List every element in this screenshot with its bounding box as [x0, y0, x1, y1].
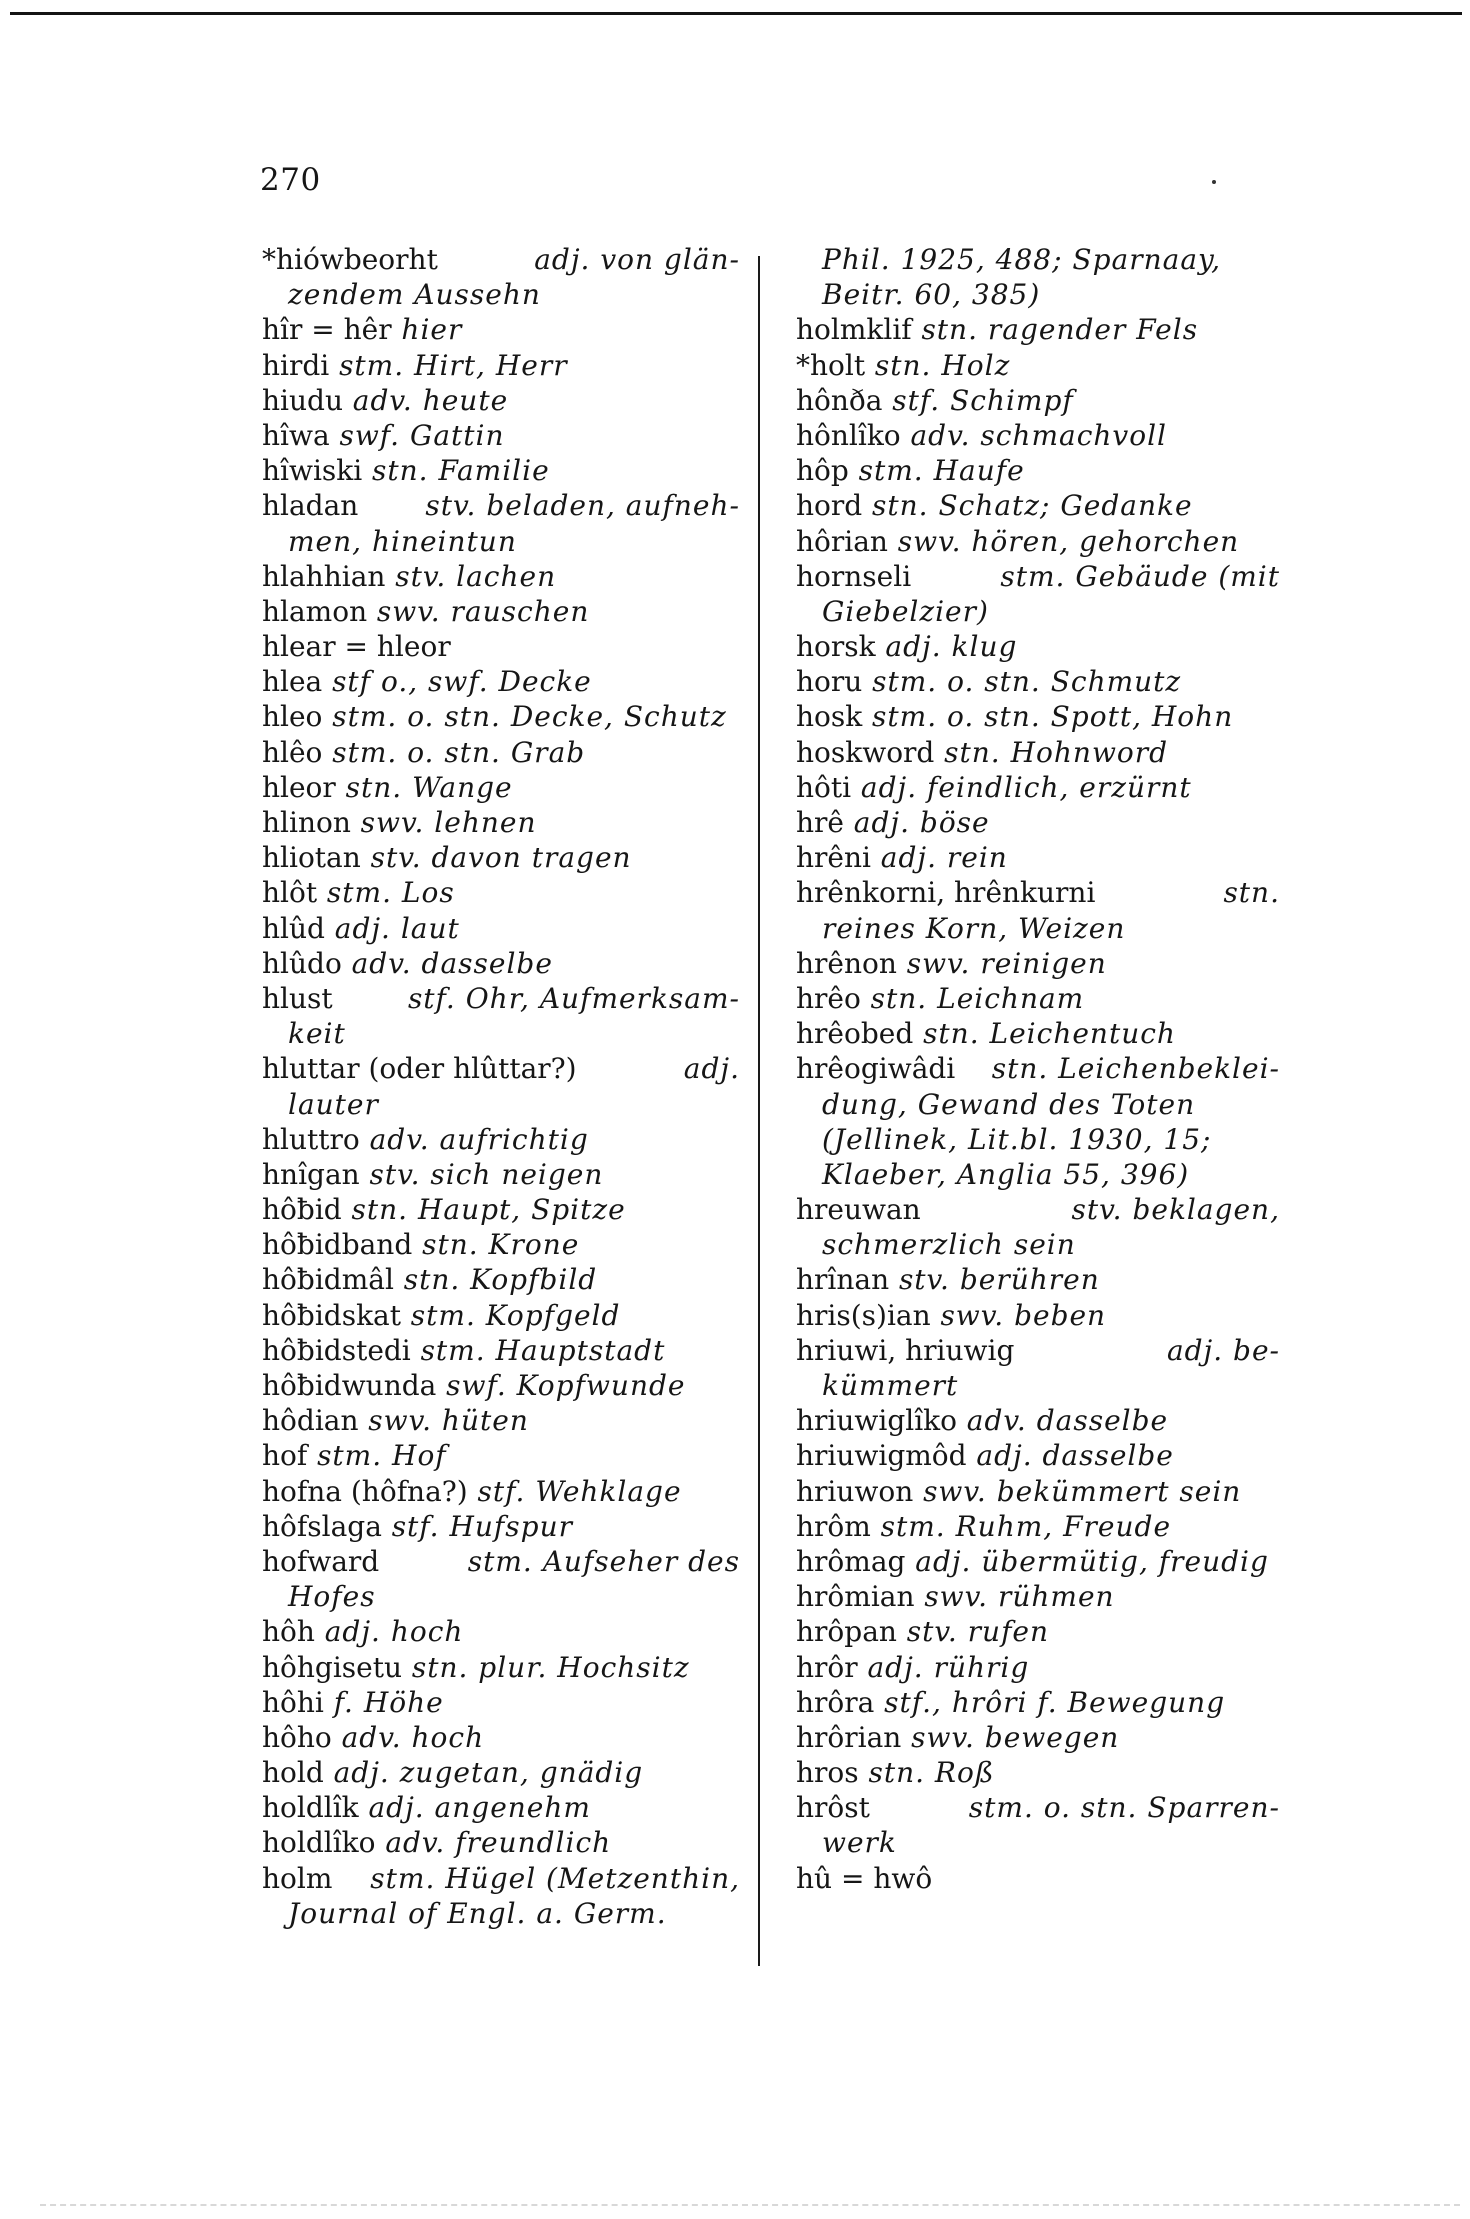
- dictionary-line: [262, 1896, 740, 1931]
- headword: *holt: [796, 348, 866, 382]
- gloss: kümmert: [822, 1369, 959, 1402]
- headword: hôp: [796, 454, 849, 488]
- gloss: stm. Gebäude (mit: [1000, 559, 1280, 593]
- gloss: lauter: [288, 1087, 379, 1121]
- dictionary-line: [262, 1051, 740, 1086]
- gloss: adj. hoch: [324, 1615, 464, 1649]
- headword: hôti: [796, 770, 852, 804]
- dictionary-line: [796, 770, 1280, 805]
- dictionary-line: [796, 312, 1280, 347]
- dictionary-line: [262, 1474, 740, 1509]
- dictionary-line: [796, 1087, 1280, 1122]
- gloss: swf. Kopfwunde: [446, 1369, 686, 1402]
- headword: hôhgisetu: [262, 1650, 403, 1684]
- page-number: 270: [260, 162, 321, 198]
- dictionary-line: [796, 1474, 1280, 1509]
- dictionary-line: [796, 277, 1280, 312]
- dictionary-line: [262, 735, 740, 770]
- gloss: stf., hrôri f. Bewegung: [884, 1685, 1226, 1719]
- gloss: stn. Holz: [874, 348, 1011, 382]
- headword: hriuwi, hriuwig: [796, 1333, 1015, 1367]
- headword: hîwa: [262, 418, 330, 452]
- gloss: stn.: [1223, 876, 1280, 910]
- dictionary-line: [796, 911, 1280, 946]
- dictionary-line: [262, 1438, 740, 1473]
- dictionary-line: [796, 348, 1280, 383]
- gloss: adj. von glän-: [534, 243, 740, 276]
- gloss: swv. beben: [940, 1298, 1107, 1332]
- dictionary-line: [262, 1368, 740, 1403]
- gloss: stm. Haufe: [858, 454, 1025, 488]
- gloss: adj. klug: [885, 630, 1018, 664]
- dictionary-line: [262, 946, 740, 981]
- gloss: adj. laut: [334, 911, 460, 945]
- dictionary-line: [262, 770, 740, 805]
- gloss: swv. rühmen: [924, 1580, 1115, 1614]
- dictionary-line: [796, 1544, 1280, 1579]
- headword: hleo: [262, 700, 323, 734]
- gloss: swv. hören, gehorchen: [897, 524, 1240, 558]
- headword: hrôpan: [796, 1615, 897, 1649]
- headword: hleor: [262, 770, 336, 804]
- gloss: adj. böse: [853, 806, 990, 839]
- gloss: stn. Wange: [345, 770, 513, 804]
- headword: holm: [262, 1861, 333, 1895]
- dictionary-line: [262, 418, 740, 453]
- gloss: stm. Los: [326, 876, 455, 910]
- dictionary-line: [796, 1861, 1280, 1896]
- dictionary-line: [796, 875, 1280, 910]
- headword: hrôm: [796, 1509, 871, 1543]
- gloss: swv. hüten: [368, 1404, 529, 1438]
- dictionary-line: [262, 1614, 740, 1649]
- gloss: stn. Leichenbeklei-: [991, 1052, 1280, 1086]
- dictionary-line: [262, 559, 740, 594]
- gloss: dung, Gewand des Toten: [822, 1087, 1196, 1121]
- dictionary-line: [796, 1685, 1280, 1720]
- gloss: stm. o. stn. Spott, Hohn: [872, 700, 1234, 734]
- gloss: stm. Hirt, Herr: [339, 348, 568, 382]
- gloss: men, hineintun: [288, 524, 517, 558]
- headword: hû = hwô: [796, 1861, 933, 1895]
- gloss: stn. Leichentuch: [923, 1017, 1176, 1051]
- gloss: stf o., swf. Decke: [332, 665, 592, 699]
- headword: hnîgan: [262, 1157, 360, 1191]
- headword: hrôst: [796, 1791, 870, 1825]
- gloss: adv. heute: [352, 383, 509, 417]
- headword: hôh: [262, 1615, 315, 1649]
- gloss: schmerzlich sein: [822, 1228, 1076, 1262]
- headword: hôƀid: [262, 1193, 342, 1227]
- dictionary-line: [262, 1685, 740, 1720]
- gloss: stv. beklagen,: [1071, 1193, 1280, 1227]
- dictionary-line: [796, 594, 1280, 629]
- gloss: stv. rufen: [906, 1615, 1050, 1649]
- gloss: adj. rührig: [867, 1650, 1030, 1684]
- gloss: stm. Ruhm, Freude: [880, 1509, 1172, 1543]
- gloss: stn. Familie: [372, 454, 550, 488]
- gloss: stf. Schimpf: [892, 383, 1074, 417]
- dictionary-line: [796, 1368, 1280, 1403]
- headword: hluttro: [262, 1122, 360, 1156]
- gloss: stv. beladen, aufneh-: [425, 489, 740, 523]
- headword: hriuwiglîko: [796, 1404, 957, 1438]
- page-top-edge: [10, 12, 1462, 15]
- dictionary-line: [796, 453, 1280, 488]
- gloss: adv. freundlich: [385, 1826, 612, 1860]
- headword: hlear = hleor: [262, 630, 451, 664]
- dictionary-line: [262, 1861, 740, 1896]
- headword: hôƀidwunda: [262, 1369, 437, 1402]
- headword: horu: [796, 665, 863, 699]
- gloss: reines Korn, Weizen: [822, 911, 1126, 945]
- dictionary-line: [262, 664, 740, 699]
- gloss: stm. Kopfgeld: [410, 1298, 621, 1332]
- dictionary-line: [262, 805, 740, 840]
- headword: hlûdo: [262, 946, 342, 980]
- dictionary-line: [262, 1087, 740, 1122]
- dictionary-line: [796, 418, 1280, 453]
- headword: hôhi: [262, 1685, 324, 1719]
- headword: hôho: [262, 1720, 332, 1754]
- gloss: stm. o. stn. Decke, Schutz: [332, 700, 727, 734]
- dictionary-line: [796, 1650, 1280, 1685]
- gloss: adj. angenehm: [368, 1791, 591, 1825]
- gloss: swv. bewegen: [911, 1720, 1120, 1754]
- dictionary-line: [262, 1333, 740, 1368]
- headword: *hiówbeorht: [262, 243, 438, 276]
- dictionary-line: [262, 699, 740, 734]
- gloss: adj. übermütig, freudig: [915, 1544, 1269, 1578]
- dictionary-line: [262, 348, 740, 383]
- headword: hlinon: [262, 806, 351, 839]
- headword: hold: [262, 1756, 324, 1790]
- gloss: stn. Kopfbild: [403, 1263, 598, 1297]
- dictionary-line: [796, 981, 1280, 1016]
- dictionary-line: [796, 946, 1280, 981]
- dictionary-line: [796, 383, 1280, 418]
- dictionary-line: [796, 1720, 1280, 1755]
- dictionary-line: [796, 488, 1280, 523]
- gloss: stf. Hufspur: [391, 1509, 573, 1543]
- dictionary-line: [262, 1650, 740, 1685]
- gloss: swv. reinigen: [906, 946, 1107, 980]
- headword: hôrian: [796, 524, 888, 558]
- headword: holdlîk: [262, 1791, 359, 1825]
- headword: hiudu: [262, 383, 343, 417]
- dictionary-line: [796, 840, 1280, 875]
- headword: hrînan: [796, 1263, 890, 1297]
- headword: hrêogiwâdi: [796, 1052, 956, 1086]
- headword: hoskword: [796, 735, 935, 769]
- gloss: adj. dasselbe: [976, 1439, 1174, 1473]
- dictionary-line: [796, 1298, 1280, 1333]
- headword: hros: [796, 1756, 859, 1790]
- dictionary-line: [796, 664, 1280, 699]
- headword: hrênkorni, hrênkurni: [796, 876, 1096, 910]
- gloss: stn. Haupt, Spitze: [351, 1193, 626, 1227]
- dictionary-line: [262, 875, 740, 910]
- dictionary-line: [262, 453, 740, 488]
- page-bottom-edge: [40, 2204, 1460, 2207]
- gloss: stf. Wehklage: [477, 1474, 682, 1508]
- dictionary-line: [796, 1509, 1280, 1544]
- gloss: stn. Schatz; Gedanke: [872, 489, 1193, 523]
- gloss: swv. bekümmert sein: [923, 1474, 1242, 1508]
- dictionary-line: [796, 1755, 1280, 1790]
- dictionary-line: [262, 524, 740, 559]
- headword: hofna (hôfna?): [262, 1474, 468, 1508]
- dictionary-line: [262, 1825, 740, 1860]
- headword: hrê: [796, 806, 844, 839]
- dictionary-line: [796, 1016, 1280, 1051]
- dictionary-line: [262, 1122, 740, 1157]
- dictionary-line: [262, 488, 740, 523]
- dictionary-line: [796, 735, 1280, 770]
- headword: hôƀidmâl: [262, 1263, 394, 1297]
- dictionary-line: [796, 1403, 1280, 1438]
- headword: hliotan: [262, 841, 361, 875]
- dictionary-line: [262, 1403, 740, 1438]
- dictionary-line: [262, 1157, 740, 1192]
- dictionary-line: [262, 911, 740, 946]
- dictionary-line: [796, 629, 1280, 664]
- gloss: stm. Hof: [317, 1439, 447, 1473]
- dictionary-line: [796, 1438, 1280, 1473]
- gloss: stv. lachen: [395, 559, 557, 593]
- headword: hlahhian: [262, 559, 386, 593]
- dictionary-line: [262, 242, 740, 277]
- gloss: stf. Ohr, Aufmerksam-: [407, 981, 740, 1015]
- gloss: stv. sich neigen: [369, 1157, 604, 1191]
- dictionary-line: [796, 524, 1280, 559]
- gloss: stn. Leichnam: [870, 981, 1085, 1015]
- dictionary-line: [262, 383, 740, 418]
- headword: hônða: [796, 383, 883, 417]
- headword: hôƀidstedi: [262, 1333, 411, 1367]
- gloss: swf. Gattin: [339, 418, 505, 452]
- gloss: (Jellinek, Lit.bl. 1930, 15;: [822, 1122, 1212, 1156]
- gloss: hier: [401, 313, 463, 347]
- right-column: [796, 242, 1280, 1896]
- dictionary-line: [796, 1825, 1280, 1860]
- headword: holdlîko: [262, 1826, 376, 1860]
- gloss: stv. berühren: [898, 1263, 1100, 1297]
- gloss: f. Höhe: [333, 1685, 444, 1719]
- headword: hlamon: [262, 594, 368, 628]
- gloss: adj. rein: [880, 841, 1008, 875]
- dictionary-line: [796, 699, 1280, 734]
- dictionary-line: [262, 312, 740, 347]
- dictionary-line: [262, 1298, 740, 1333]
- gloss: adv. dasselbe: [966, 1404, 1169, 1438]
- headword: hrôrian: [796, 1720, 902, 1754]
- dictionary-line: [262, 1544, 740, 1579]
- headword: hlûd: [262, 911, 325, 945]
- gloss: adv. schmachvoll: [910, 418, 1168, 452]
- dictionary-line: [262, 1790, 740, 1825]
- gloss: adj. feindlich, erzürnt: [860, 770, 1192, 804]
- gloss: Phil. 1925, 488; Sparnaay,: [822, 243, 1222, 276]
- gloss: stm. o. stn. Sparren-: [968, 1791, 1280, 1825]
- headword: hôƀidskat: [262, 1298, 401, 1332]
- dictionary-line: [796, 1192, 1280, 1227]
- headword: hladan: [262, 489, 359, 523]
- headword: hornseli: [796, 559, 912, 593]
- headword: horsk: [796, 630, 876, 664]
- dictionary-line: [262, 840, 740, 875]
- column-divider: [758, 256, 760, 1966]
- gloss: stm. o. stn. Grab: [332, 735, 586, 769]
- dictionary-line: [262, 1192, 740, 1227]
- left-column: [262, 242, 740, 1931]
- headword: hlust: [262, 981, 333, 1015]
- headword: hris(s)ian: [796, 1298, 931, 1332]
- dictionary-line: [262, 1579, 740, 1614]
- headword: hrômian: [796, 1580, 915, 1614]
- headword: hreuwan: [796, 1193, 921, 1227]
- dictionary-line: [796, 1051, 1280, 1086]
- dictionary-line: [796, 559, 1280, 594]
- headword: hord: [796, 489, 863, 523]
- gloss: adj. be-: [1166, 1333, 1280, 1367]
- headword: hrôra: [796, 1685, 875, 1719]
- dictionary-line: [262, 1755, 740, 1790]
- gloss: adv. aufrichtig: [369, 1122, 589, 1156]
- headword: hîr = hêr: [262, 313, 392, 347]
- gloss: stv. davon tragen: [370, 841, 632, 875]
- headword: hrôr: [796, 1650, 858, 1684]
- headword: hrêni: [796, 841, 871, 875]
- gloss: stn. plur. Hochsitz: [411, 1650, 690, 1684]
- headword: hluttar (oder hlûttar?): [262, 1052, 577, 1086]
- gloss: adv. hoch: [341, 1720, 485, 1754]
- dictionary-line: [262, 594, 740, 629]
- headword: hriuwon: [796, 1474, 914, 1508]
- headword: hirdi: [262, 348, 330, 382]
- headword: hrêo: [796, 981, 861, 1015]
- headword: hôfslaga: [262, 1509, 382, 1543]
- dictionary-line: [262, 1509, 740, 1544]
- gloss: werk: [822, 1826, 897, 1860]
- gloss: swv. lehnen: [360, 806, 537, 839]
- dictionary-line: [262, 1227, 740, 1262]
- headword: hôƀidband: [262, 1228, 413, 1262]
- dictionary-line: [262, 1016, 740, 1051]
- headword: hîwiski: [262, 454, 363, 488]
- headword: hrômag: [796, 1544, 906, 1578]
- headword: hônlîko: [796, 418, 901, 452]
- dictionary-line: [796, 1262, 1280, 1297]
- gloss: stn. Roß: [868, 1756, 995, 1790]
- headword: hriuwigmôd: [796, 1439, 967, 1473]
- gloss: zendem Aussehn: [288, 278, 541, 312]
- gloss: Beitr. 60, 385): [822, 278, 1041, 312]
- gloss: adv. dasselbe: [351, 946, 553, 980]
- gloss: swv. rauschen: [376, 594, 590, 628]
- dictionary-line: [262, 1262, 740, 1297]
- dictionary-line: [796, 805, 1280, 840]
- headword: hof: [262, 1439, 308, 1473]
- dictionary-line: [262, 629, 740, 664]
- gloss: stm. Aufseher des: [467, 1544, 740, 1578]
- gloss: stn. Hohnword: [944, 735, 1169, 769]
- dictionary-line: [796, 1333, 1280, 1368]
- dictionary-line: [262, 981, 740, 1016]
- gloss: stn. ragender Fels: [921, 313, 1199, 347]
- dictionary-line: [262, 277, 740, 312]
- headword: hosk: [796, 700, 863, 734]
- headword: holmklif: [796, 313, 912, 347]
- headword: hlêo: [262, 735, 323, 769]
- headword: hofward: [262, 1544, 380, 1578]
- gloss: stn. Krone: [422, 1228, 580, 1262]
- dictionary-line: [796, 1122, 1280, 1157]
- dictionary-line: [796, 1790, 1280, 1825]
- dictionary-line: [262, 1720, 740, 1755]
- dictionary-line: [796, 1227, 1280, 1262]
- headword: hlôt: [262, 876, 318, 910]
- dictionary-line: [796, 1614, 1280, 1649]
- headword: hlea: [262, 665, 323, 699]
- gloss: Journal of Engl. a. Germ.: [288, 1896, 667, 1930]
- headword: hrêobed: [796, 1017, 914, 1051]
- gloss: Hofes: [288, 1580, 376, 1614]
- gloss: Giebelzier): [822, 594, 989, 628]
- gloss: adj.: [683, 1052, 740, 1086]
- headword: hrênon: [796, 946, 897, 980]
- dictionary-line: [796, 242, 1280, 277]
- gloss: stm. o. stn. Schmutz: [872, 665, 1182, 699]
- gloss: stm. Hügel (Metzenthin,: [370, 1861, 740, 1895]
- speck-mark: [1212, 180, 1216, 184]
- dictionary-line: [796, 1579, 1280, 1614]
- gloss: stm. Hauptstadt: [420, 1333, 666, 1367]
- dictionary-line: [796, 1157, 1280, 1192]
- gloss: keit: [288, 1017, 346, 1051]
- gloss: adj. zugetan, gnädig: [333, 1756, 644, 1790]
- gloss: Klaeber, Anglia 55, 396): [822, 1157, 1190, 1191]
- headword: hôdian: [262, 1404, 359, 1438]
